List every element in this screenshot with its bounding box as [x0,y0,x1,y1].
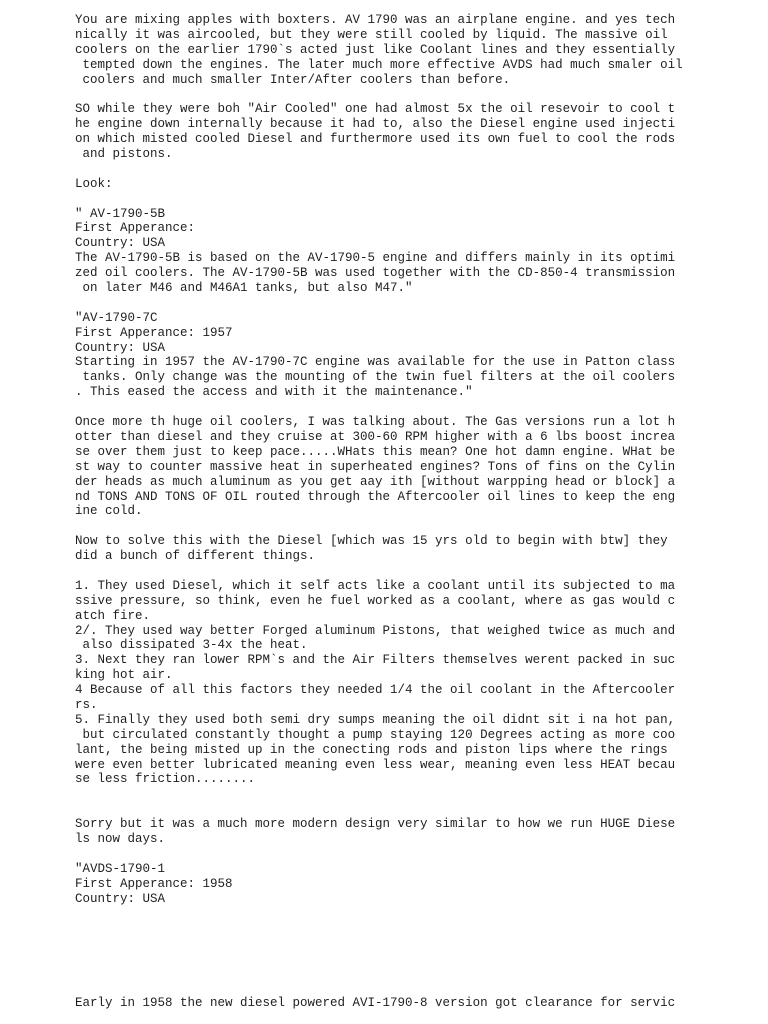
document-body [75,13,683,1011]
text-line: 1. They used Diesel, which it self acts like a coolant until its subjected to ma [75,578,676,593]
text-line: otter than diesel and they cruise at 300-60 RPM higher with a 6 lbs boost increa [75,429,676,444]
text-line: lant, the being misted up in the conecting rods and piston lips where the rings [75,742,668,757]
text-line: coolers and much smaller Inter/After coolers than before. [75,72,511,87]
text-line: se over them just to keep pace.....WHats this mean? One hot damn engine. WHat be [75,444,676,459]
blank-line [75,87,675,102]
text-line: on later M46 and M46A1 tanks, but also M47." [75,281,413,296]
text-line: nd TONS AND TONS OF OIL routed through the Aftercooler oil lines to keep the eng [75,489,676,504]
text-line: 4 Because of all this factors they needed 1/4 the oil coolant in the Aftercooler [75,683,676,698]
text-line: 2/. They used way better Forged aluminum Pistons, that weighed twice as much and [75,623,676,638]
text-line: rs. [75,697,98,712]
text-line: SO while they were boh "Air Cooled" one had almost 5x the oil resevoir to cool t [75,102,676,117]
text-line: coolers on the earlier 1790`s acted just like Coolant lines and they essentially [75,42,676,57]
text-line: First Apperance: 1957 [75,325,233,340]
text-line: "AV-1790-7C [75,310,158,325]
text-line: Look: [75,176,113,191]
text-line: he engine down internally because it had to, also the Diesel engine used injecti [75,117,676,132]
text-line: ls now days. [75,831,166,846]
text-line: but circulated constantly thought a pump staying 120 Degrees acting as more coo [75,727,676,742]
text-line: se less friction........ [75,772,256,787]
text-line: on which misted cooled Diesel and furthermore used its own fuel to cool the rods [75,132,676,147]
blank-line [75,519,675,534]
text-line: First Apperance: 1958 [75,876,233,891]
text-line: Country: USA [75,236,166,251]
text-line: tanks. Only change was the mounting of the twin fuel filters at the oil coolers [75,370,676,385]
text-line: 3. Next they ran lower RPM`s and the Air Filters themselves werent packed in suc [75,653,676,668]
text-line: atch fire. [75,608,151,623]
text-line: and pistons. [75,147,173,162]
text-line: Sorry but it was a much more modern design very similar to how we run HUGE Diese [75,817,676,832]
blank-line [75,192,675,207]
text-line: Once more th huge oil coolers, I was talking about. The Gas versions run a lot h [75,415,676,430]
text-line: Starting in 1957 the AV-1790-7C engine was available for the use in Patton class [75,355,676,370]
text-line: First Apperance: [75,221,196,236]
blank-line [75,400,675,415]
text-line: tempted down the engines. The later much more effective AVDS had much smaler oil [75,57,683,72]
text-line: The AV-1790-5B is based on the AV-1790-5 engine and differs mainly in its optimi [75,251,676,266]
text-line: king hot air. [75,668,173,683]
text-line: also dissipated 3-4x the heat. [75,638,308,653]
text-line: 5. Finally they used both semi dry sumps meaning the oil didnt sit i na hot pan, [75,712,676,727]
text-line: "AVDS-1790-1 [75,861,166,876]
text-line: You are mixing apples with boxters. AV 1790 was an airplane engine. and yes tech [75,13,676,27]
text-line: were even better lubricated meaning even less wear, meaning even less HEAT becau [75,757,676,772]
text-line: der heads as much aluminum as you get aay ith [without warpping head or block] a [75,474,676,489]
text-line: ine cold. [75,504,143,519]
text-line: st way to counter massive heat in superheated engines? Tons of fins on the Cylin [75,459,676,474]
text-line: did a bunch of different things. [75,549,316,564]
text-line: Country: USA [75,891,166,906]
text-line: . This eased the access and with it the maintenance." [75,385,473,400]
text-line: Now to solve this with the Diesel [which was 15 yrs old to begin with btw] they [75,534,668,549]
blank-line [75,802,675,817]
page-gap [75,906,675,995]
text-line: ssive pressure, so think, even he fuel worked as a coolant, where as gas would c [75,593,676,608]
text-line: Country: USA [75,340,166,355]
blank-line [75,296,675,311]
text-line-final: Early in 1958 the new diesel powered AVI-1790-8 version got clearance for servic [75,995,676,1010]
text-line: zed oil coolers. The AV-1790-5B was used together with the CD-850-4 transmission [75,266,676,281]
blank-line [75,162,675,177]
text-line: nically it was aircooled, but they were still cooled by liquid. The massive oil [75,27,668,42]
blank-line [75,847,675,862]
text-line: " AV-1790-5B [75,206,166,221]
blank-line [75,787,675,802]
blank-line [75,564,675,579]
